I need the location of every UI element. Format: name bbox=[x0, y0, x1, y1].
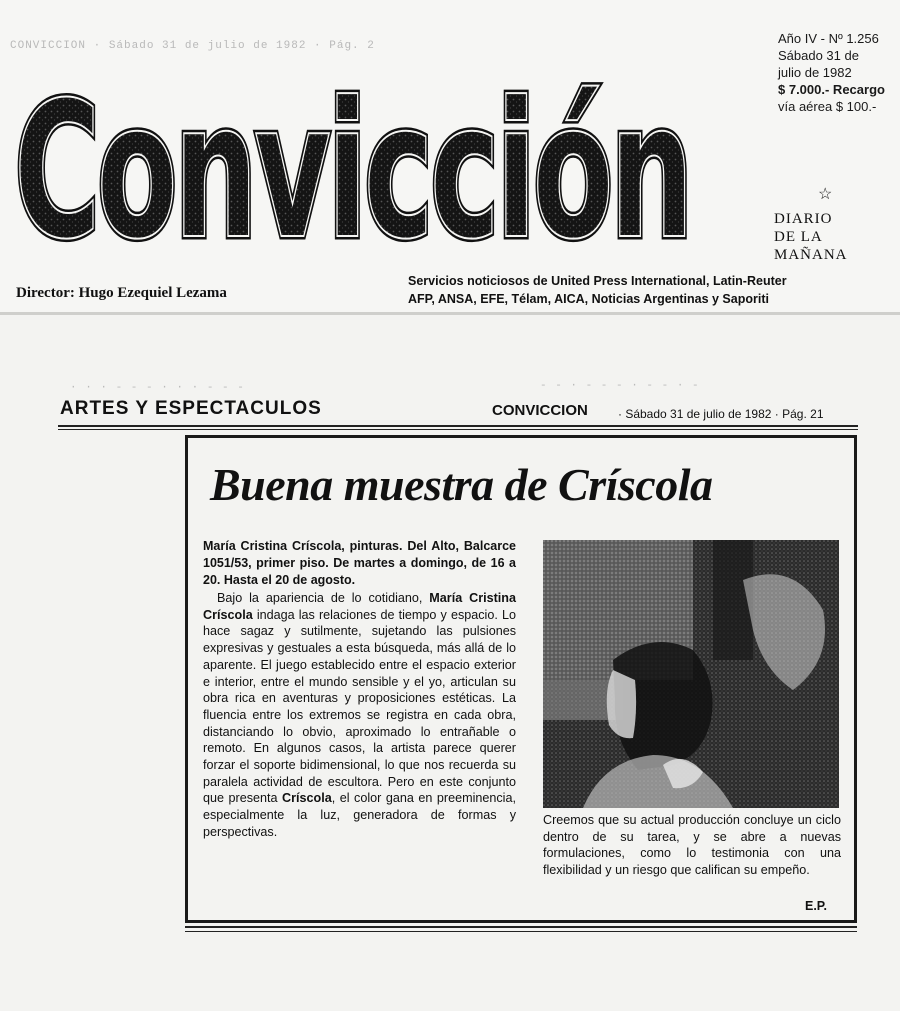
article-bottom-rule bbox=[185, 926, 857, 928]
edition-date-2: julio de 1982 bbox=[778, 65, 852, 80]
artist-surname: Críscola bbox=[282, 791, 332, 806]
edition-price: $ 7.000.- Recargo bbox=[778, 82, 885, 97]
section-rule bbox=[58, 425, 858, 427]
svg-text:Convicción: Convicción bbox=[14, 68, 690, 268]
edition-info bbox=[778, 30, 885, 115]
svg-text:Convicción: Convicción bbox=[14, 68, 690, 268]
faint-bleed-marks-right: - - · - - - · - - · - bbox=[540, 380, 700, 392]
edition-number: Año IV - Nº 1.256 bbox=[778, 31, 879, 46]
section-title: ARTES Y ESPECTACULOS bbox=[60, 398, 322, 419]
news-services: Servicios noticiosos de United Press International, Latin-Reuter AFP, ANSA, EFE, Télam, AICA, Noticias Argentinas y Saporiti bbox=[408, 274, 787, 306]
page-fold bbox=[0, 312, 900, 315]
newspaper-logo bbox=[8, 68, 708, 268]
section-rule-thin bbox=[58, 429, 858, 430]
article-lead: María Cristina Críscola, pinturas. Del Alto, Balcarce 1051/53, primer piso. De martes a domingo, de 16 a 20. Hasta el 20 de agosto. bbox=[203, 539, 516, 587]
section-paper-name: CONVICCION bbox=[492, 402, 588, 419]
article-bottom-rule-thin bbox=[185, 931, 857, 932]
director-line: Director: Hugo Ezequiel Lezama bbox=[16, 285, 227, 301]
edition-date-1: Sábado 31 de bbox=[778, 48, 859, 63]
faint-bleed-text: CONVICCION · Sábado 31 de julio de 1982 · Pág. 2 bbox=[10, 40, 375, 52]
artist-photo bbox=[543, 540, 839, 808]
article-body: Bajo la apariencia de lo cotidiano, María Cristina Críscola indaga las relaciones de tiempo y espacio. Lo hace sagaz y sutilmente, sujetando las pulsiones expresivas y gestuales a esta búsqueda, más allá de lo aparente. El juego establecido entre el espacio exterior e interior, entre el mundo sensible y el yo, articulan su obra rica en aventuras y proposiciones estéticas. La fluencia entre los extremos se registra en cada obra, distanciando lo obvio, aproximado lo entrañable o remoto. En algunos casos, la artista parece querer forzar el soporte bidimensional, lo que nos recuerda su paralela actividad de escultora. Pero en este conjunto que presenta Críscola, el color gana en preeminencia, especialmente la luz, generadora de formas y perspectivas. bbox=[203, 591, 516, 839]
artist-name: María Cristina Críscola bbox=[203, 591, 516, 622]
article-headline: Buena muestra de Críscola bbox=[210, 459, 713, 510]
section-date-page: · Sábado 31 de julio de 1982 · Pág. 21 bbox=[618, 407, 824, 421]
photo-caption: Creemos que su actual producción concluye un ciclo dentro de su tarea, y se abre a nuevas formulaciones, como lo testimonia con una flexibilidad y un riesgo que califican su empeño. bbox=[543, 813, 841, 878]
star-icon: ☆ bbox=[818, 186, 833, 203]
edition-airmail: vía aérea $ 100.- bbox=[778, 99, 877, 114]
faint-bleed-marks: · · · - - - · · · - - - bbox=[70, 382, 245, 394]
author-initials: E.P. bbox=[805, 899, 828, 913]
diario-de-la-manana: DIARIO DE LA MAÑANA bbox=[774, 211, 848, 263]
